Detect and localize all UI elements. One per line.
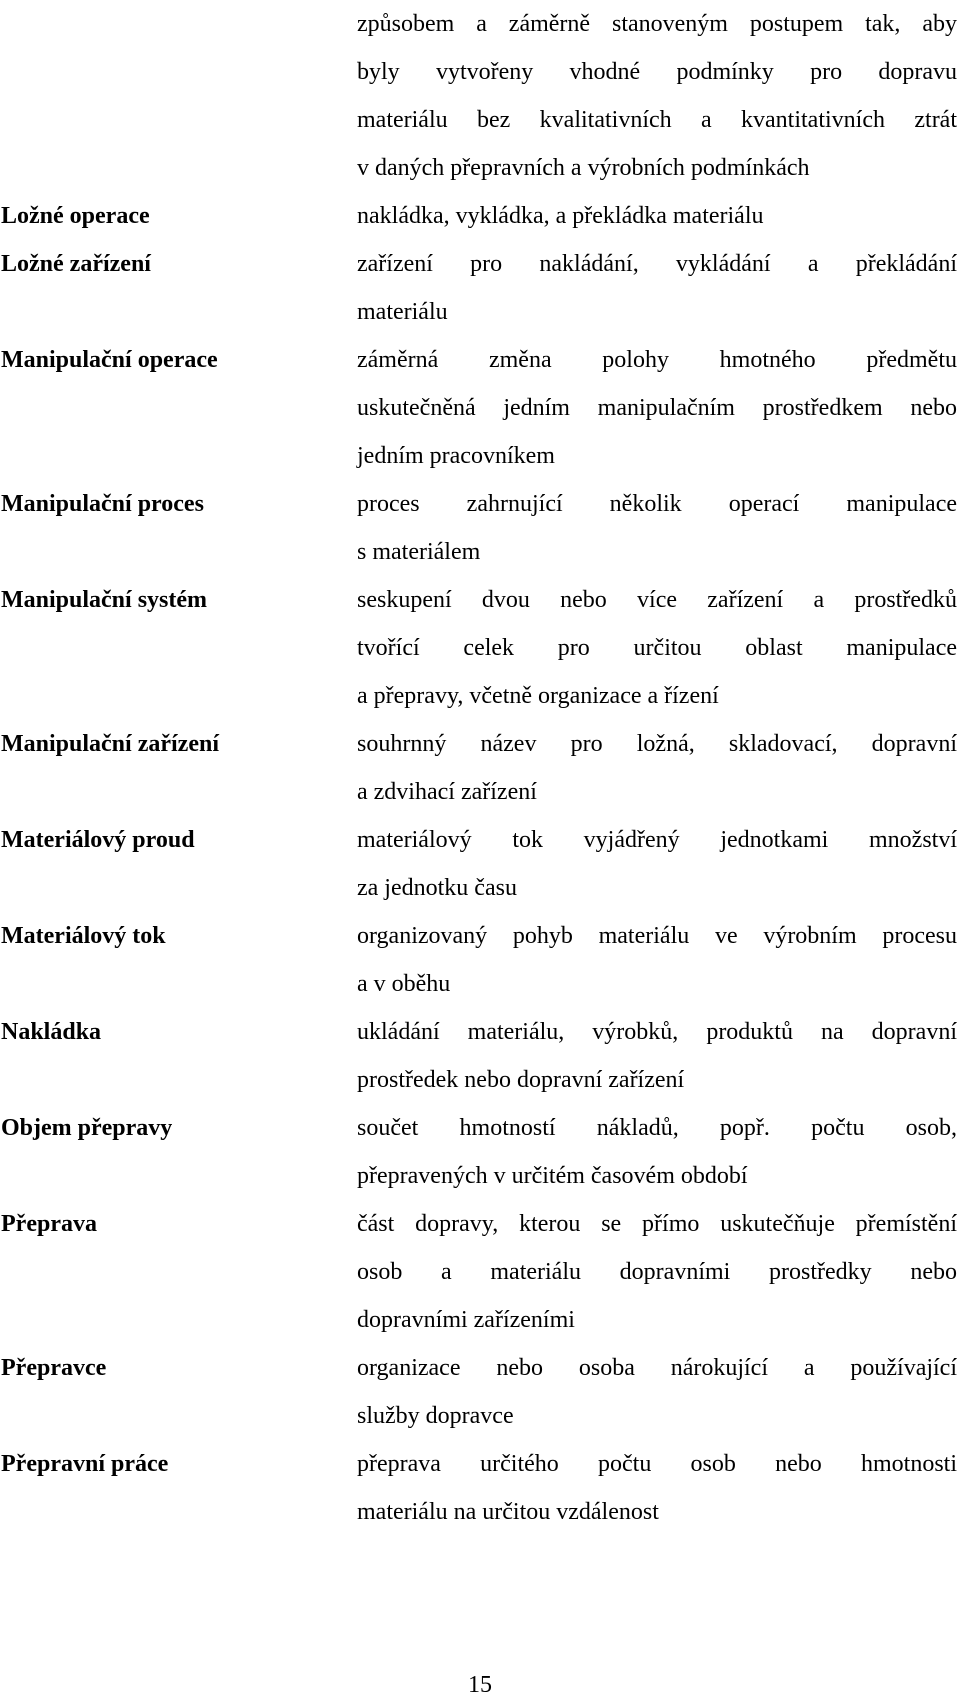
glossary-entry	[0, 912, 960, 1008]
definition-line: materiálu na určitou vzdálenost	[357, 1499, 659, 1525]
definition-line: osob a materiálu dopravními prostředky nebo	[357, 1259, 957, 1285]
glossary-term: Nakládka	[1, 1019, 102, 1045]
definition-line: proces zahrnující několik operací manipulace	[357, 491, 957, 517]
glossary-term: Přeprava	[1, 1211, 97, 1237]
glossary-term: Objem přepravy	[1, 1115, 173, 1141]
glossary-term: Materiálový tok	[1, 923, 166, 949]
glossary-definition	[357, 1104, 957, 1200]
definition-line: organizace nebo osoba nárokující a používající	[357, 1355, 957, 1381]
definition-line: byly vytvořeny vhodné podmínky pro dopravu	[357, 59, 957, 85]
definition-line: materiálu bez kvalitativních a kvantitativních ztrát	[357, 107, 957, 133]
page-number: 15	[468, 1672, 492, 1698]
definition-line: za jednotku času	[357, 875, 517, 901]
definition-line: organizovaný pohyb materiálu ve výrobním procesu	[357, 923, 957, 949]
glossary-term: Ložné operace	[1, 203, 150, 229]
glossary-definition	[357, 912, 957, 1008]
glossary-entry	[0, 1200, 960, 1344]
glossary-entry	[0, 336, 960, 480]
glossary-definition	[357, 1440, 957, 1536]
glossary-definition	[357, 336, 957, 480]
definition-line: dopravními zařízeními	[357, 1307, 575, 1333]
definition-line: a přepravy, včetně organizace a řízení	[357, 683, 719, 709]
glossary-definition	[357, 720, 957, 816]
definition-line: v daných přepravních a výrobních podmínkách	[357, 155, 810, 181]
definition-line: zařízení pro nakládání, vykládání a překládání	[357, 251, 957, 277]
glossary-entry	[0, 1008, 960, 1104]
definition-line: záměrná změna polohy hmotného předmětu	[357, 347, 957, 373]
definition-line: materiálový tok vyjádřený jednotkami množství	[357, 827, 957, 853]
glossary-definition	[357, 1344, 957, 1440]
glossary-term: Manipulační zařízení	[1, 731, 219, 757]
definition-line: uskutečněná jedním manipulačním prostředkem nebo	[357, 395, 957, 421]
glossary-definition	[357, 816, 957, 912]
glossary-definition	[357, 0, 957, 192]
definition-line: přeprava určitého počtu osob nebo hmotnosti	[357, 1451, 957, 1477]
glossary-entry	[0, 1440, 960, 1536]
definition-line: tvořící celek pro určitou oblast manipulace	[357, 635, 957, 661]
glossary-entry	[0, 576, 960, 720]
glossary-term: Ložné zařízení	[1, 251, 151, 277]
definition-line: a v oběhu	[357, 971, 451, 997]
glossary-entry	[0, 1104, 960, 1200]
glossary-term: Přepravce	[1, 1355, 107, 1381]
glossary-definition	[357, 576, 957, 720]
glossary-definition	[357, 1008, 957, 1104]
glossary-definition	[357, 480, 957, 576]
glossary-term: Materiálový proud	[1, 827, 195, 853]
definition-line: seskupení dvou nebo více zařízení a prostředků	[357, 587, 957, 613]
definition-line: prostředek nebo dopravní zařízení	[357, 1067, 685, 1093]
definition-line: jedním pracovníkem	[357, 443, 555, 469]
definition-line: způsobem a záměrně stanoveným postupem tak, aby	[357, 11, 957, 37]
glossary-entry	[0, 192, 960, 240]
glossary-definition	[357, 240, 957, 336]
definition-line: materiálu	[357, 299, 448, 325]
glossary-term: Manipulační operace	[1, 347, 218, 373]
definition-line: a zdvihací zařízení	[357, 779, 537, 805]
glossary-entry	[0, 816, 960, 912]
definition-line: přepravených v určitém časovém období	[357, 1163, 748, 1189]
glossary-entry	[0, 1344, 960, 1440]
definition-line: služby dopravce	[357, 1403, 514, 1429]
glossary-term: Manipulační systém	[1, 587, 208, 613]
definition-line: souhrnný název pro ložná, skladovací, dopravní	[357, 731, 957, 757]
glossary-term: Manipulační proces	[1, 491, 204, 517]
glossary-definition	[357, 192, 957, 240]
glossary-entry	[0, 240, 960, 336]
glossary-entry	[0, 480, 960, 576]
definition-line: ukládání materiálu, výrobků, produktů na dopravní	[357, 1019, 957, 1045]
definition-line: s materiálem	[357, 539, 481, 565]
glossary-entry	[0, 720, 960, 816]
glossary-term: Přepravní práce	[1, 1451, 169, 1477]
glossary-definition	[357, 1200, 957, 1344]
definition-line: nakládka, vykládka, a překládka materiálu	[357, 203, 764, 229]
definition-line: část dopravy, kterou se přímo uskutečňuje přemístění	[357, 1211, 957, 1237]
glossary-entry	[0, 0, 960, 192]
definition-line: součet hmotností nákladů, popř. počtu osob,	[357, 1115, 957, 1141]
